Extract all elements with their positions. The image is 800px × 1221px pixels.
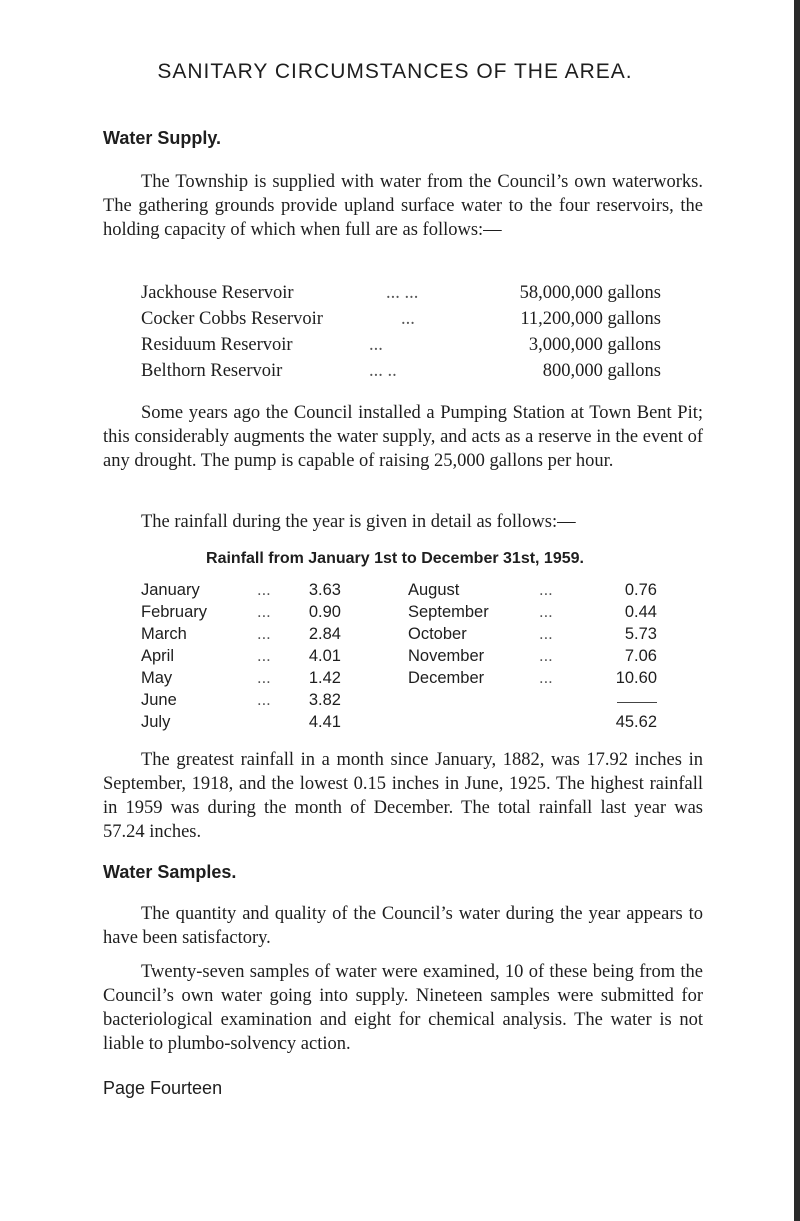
rainfall-value: 0.76: [624, 581, 657, 599]
leader-dots: ...: [539, 625, 553, 643]
reservoir-row: [141, 361, 661, 387]
rainfall-intro: The rainfall during the year is given in detail as follows:—: [141, 512, 576, 532]
rainfall-row: [141, 581, 661, 603]
page-footer: Page Fourteen: [103, 1078, 223, 1098]
rainfall-value: 3.82: [308, 691, 341, 709]
leader-dots: ...: [257, 691, 271, 709]
rainfall-row: [141, 691, 661, 713]
reservoir-row: [141, 335, 661, 361]
reservoir-row: [141, 309, 661, 335]
water-samples-paragraph-1: The quantity and quality of the Council’s water during the year appears to have been satisfactory.: [103, 904, 703, 948]
month-label: October: [408, 625, 467, 643]
rainfall-table-title: Rainfall from January 1st to December 31st, 1959.: [206, 550, 584, 567]
month-label: March: [141, 625, 187, 643]
page-title: SANITARY CIRCUMSTANCES OF THE AREA.: [157, 60, 633, 83]
reservoir-name: Jackhouse Reservoir: [141, 283, 294, 303]
reservoir-row: [141, 283, 661, 309]
rainfall-row: [141, 713, 661, 735]
rainfall-value: 4.01: [308, 647, 341, 665]
rainfall-value: 2.84: [308, 625, 341, 643]
rainfall-value: 1.42: [308, 669, 341, 687]
reservoir-list: [141, 283, 661, 387]
month-label: June: [141, 691, 177, 709]
rainfall-row: [141, 669, 661, 691]
month-label: July: [141, 713, 171, 731]
water-samples-heading: Water Samples.: [103, 862, 237, 882]
rainfall-value: 7.06: [624, 647, 657, 665]
reservoir-capacity: 800,000 gallons: [542, 361, 661, 381]
month-label: December: [408, 669, 485, 687]
leader-dots: ...: [257, 603, 271, 621]
rainfall-row: [141, 603, 661, 625]
reservoir-capacity: 58,000,000 gallons: [519, 283, 661, 303]
rainfall-value: 10.60: [615, 669, 657, 687]
leader-dots: ...: [539, 647, 553, 665]
rainfall-table: [141, 581, 661, 735]
reservoir-name: Residuum Reservoir: [141, 335, 293, 355]
pumping-paragraph: Some years ago the Council installed a Pumping Station at Town Bent Pit; this considerably augments the water supply, and acts as a reserve in the event of any drought. The pump is capable of raising 25,000 gallons per hour.: [103, 403, 703, 471]
month-label: April: [141, 647, 175, 665]
leader-dots: ...: [401, 309, 415, 329]
leader-dots: ...: [539, 603, 553, 621]
leader-dots: ...: [257, 647, 271, 665]
month-label: August: [408, 581, 460, 599]
month-label: May: [141, 669, 173, 687]
rainfall-row: [141, 625, 661, 647]
rainfall-value: 3.63: [308, 581, 341, 599]
reservoir-name: Belthorn Reservoir: [141, 361, 283, 381]
reservoir-capacity: 3,000,000 gallons: [528, 335, 661, 355]
sum-rule: [617, 702, 657, 703]
rainfall-value: 0.90: [308, 603, 341, 621]
leader-dots: ...: [539, 581, 553, 599]
month-label: January: [141, 581, 200, 599]
water-supply-heading: Water Supply.: [103, 128, 222, 148]
reservoir-name: Cocker Cobbs Reservoir: [141, 309, 323, 329]
leader-dots: ...: [257, 669, 271, 687]
water-supply-intro: The Township is supplied with water from the Council’s own waterworks. The gathering grounds provide upland surface water to the four reservoirs, the holding capacity of which when full are as follows:—: [103, 172, 703, 240]
leader-dots: ... ...: [386, 283, 419, 303]
leader-dots: ...: [539, 669, 553, 687]
rainfall-value: 0.44: [624, 603, 657, 621]
leader-dots: ... ..: [369, 361, 397, 381]
rainfall-total: 45.62: [615, 713, 657, 731]
month-label: February: [141, 603, 208, 621]
leader-dots: ...: [369, 335, 383, 355]
rainfall-summary: The greatest rainfall in a month since January, 1882, was 17.92 inches in September, 1918, and the lowest 0.15 inches in June, 1925. The highest rainfall in 1959 was during the month of December. The total rainfall last year was 57.24 inches.: [103, 750, 703, 842]
rainfall-value: 5.73: [624, 625, 657, 643]
month-label: November: [408, 647, 485, 665]
leader-dots: ...: [257, 581, 271, 599]
reservoir-capacity: 11,200,000 gallons: [520, 309, 661, 329]
water-samples-paragraph-2: Twenty-seven samples of water were examined, 10 of these being from the Council’s own water going into supply. Nineteen samples were submitted for bacteriological examination and eight for chemical analysis. The water is not liable to plumbo-solvency action.: [103, 962, 703, 1054]
rainfall-value: 4.41: [308, 713, 341, 731]
rainfall-row: [141, 647, 661, 669]
leader-dots: ...: [257, 625, 271, 643]
month-label: September: [408, 603, 489, 621]
page-edge: [794, 0, 800, 1221]
